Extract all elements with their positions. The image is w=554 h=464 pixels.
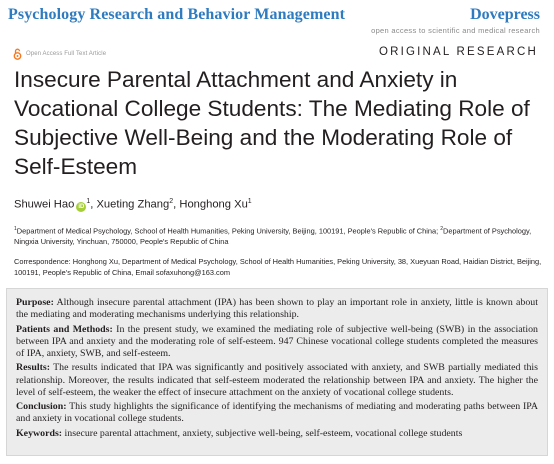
abstract-box [6, 288, 548, 456]
abstract-methods [16, 324, 538, 361]
author-name[interactable]: Shuwei Hao [14, 198, 75, 211]
publisher-tagline: open access to scientific and medical research [371, 26, 540, 35]
publisher-logo[interactable] [371, 6, 540, 35]
orcid-icon[interactable]: iD [78, 203, 85, 210]
author-name[interactable]: Xueting Zhang [96, 198, 170, 211]
abstract-text: Although insecure parental attachment (IPA) has been shown to play an important role in anxiety, little is known about the mediating and moderating mechanisms underlying this relationship. [16, 297, 538, 321]
abstract-label: Purpose: [16, 297, 54, 308]
abstract-text: insecure parental attachment, anxiety, subjective well-being, self-esteem, vocational college students [62, 427, 463, 439]
abstract-label: Patients and Methods: [16, 323, 113, 335]
author-affiliation-mark: 1 [247, 198, 252, 205]
open-access-row [13, 48, 106, 60]
abstract-text: The results indicated that IPA was significantly and positively associated with anxiety, and SWB partially mediated this relationship. Moreover, the results indicated that self-esteem moderated the relationship between IPA and anxiety. The higher the level of self-esteem, the weaker the effect of insecure attachment on the anxiety of vocational college students. [16, 362, 538, 398]
paper-title: Insecure Parental Attachment and Anxiety in Vocational College Students: The Mediating Role of Subjective Well-Being and the Moderating Role of Self-Esteem [14, 67, 530, 179]
abstract-label: Keywords: [16, 427, 63, 439]
journal-title[interactable]: Psychology Research and Behavior Management [8, 6, 346, 23]
abstract-label: Results: [16, 362, 51, 374]
author-list: Shuwei Hao $iD^1$, Xueting Zhang$^2$, Honghong Xu$^1$ [14, 198, 252, 211]
affiliation-text: Department of Medical Psychology, School of Health Humanities, Peking University, Beijing, 100191, People's Republic of China; [16, 226, 441, 236]
publisher-name: Dovepress [470, 6, 540, 23]
affiliation-mark: 2 [440, 226, 444, 232]
abstract-text: This study highlights the significance of identifying the mechanisms of mediating and moderating paths between IPA and anxiety in vocational college students. [16, 401, 538, 425]
author-name[interactable]: Honghong Xu [179, 198, 248, 211]
open-access-lock-icon [13, 48, 22, 60]
abstract-label: Conclusion: [16, 401, 67, 413]
open-access-label: Open Access Full Text Article [26, 51, 107, 57]
abstract-text: In the present study, we examined the mediating role of subjective well-being (SWB) in the association between IPA and anxiety and the moderating role of self-esteem. 947 Chinese vocational college students completed the measures of IPA, anxiety, SWB, and self-esteem. [16, 323, 538, 359]
article-type: ORIGINAL RESEARCH [378, 46, 538, 58]
correspondence: Correspondence: Honghong Xu, Department of Medical Psychology, School of Health Humanities, Peking University, 38, Xueyuan Road, Haidian District, Beijing, 100191, People's Republic of China, Email sofaxuhong@163.com [14, 257, 542, 277]
author-affiliation-mark: 1 [86, 198, 91, 205]
affiliation-mark: 1 [14, 226, 17, 232]
abstract-conclusion [16, 401, 538, 425]
affiliation-text: Department of Psychology, Ningxia University, Yinchuan, 750000, People's Republic of China [14, 226, 532, 247]
author-affiliation-mark: 2 [169, 198, 174, 205]
affiliations [14, 224, 544, 247]
abstract-results [16, 362, 538, 399]
abstract-purpose [16, 297, 538, 321]
abstract-keywords [16, 428, 538, 440]
